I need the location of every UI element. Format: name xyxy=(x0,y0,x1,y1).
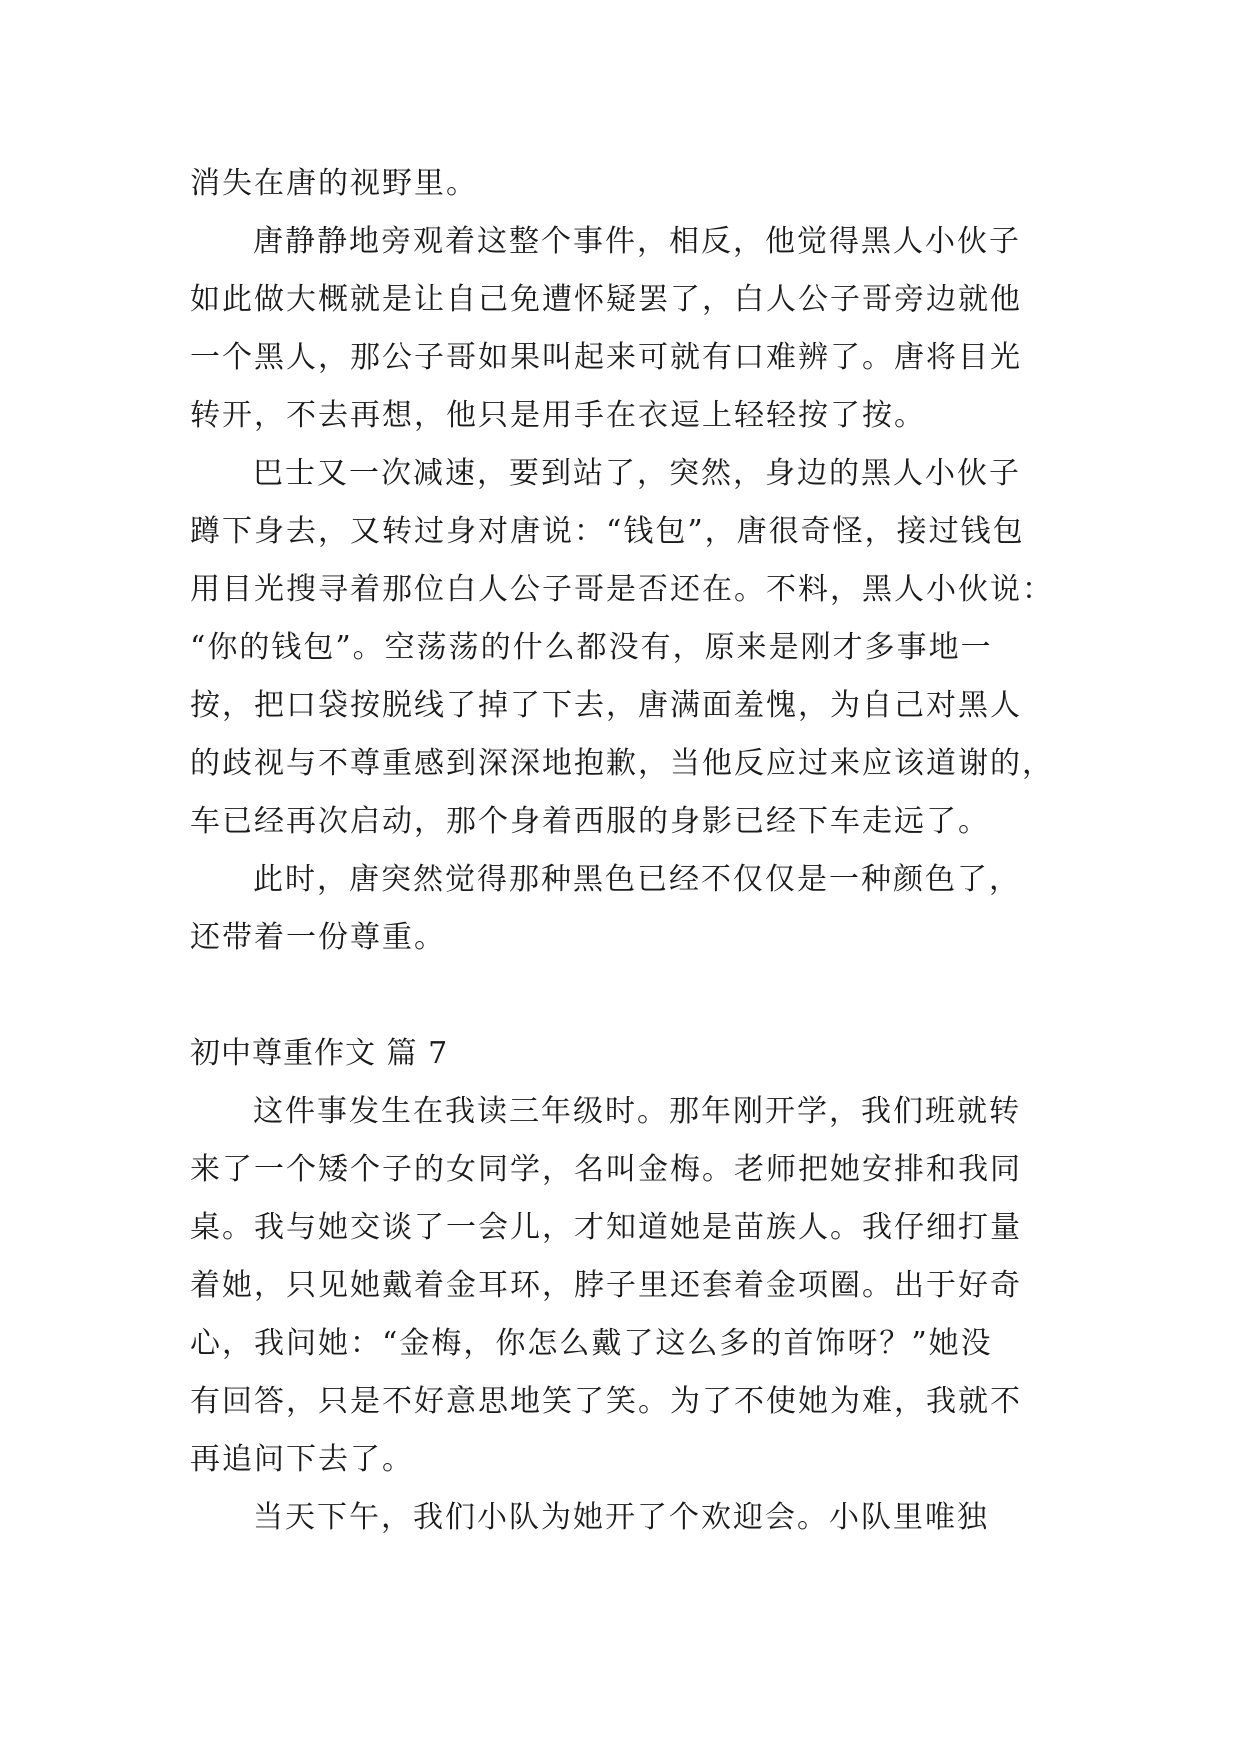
text-line: 还带着一份尊重。 xyxy=(190,920,446,955)
text-line: 再追问下去了。 xyxy=(190,1442,414,1477)
text-line: 着她，只见她戴着金耳环，脖子里还套着金项圈。出于好奇 xyxy=(190,1268,1022,1303)
text-line: 桌。我与她交谈了一会儿，才知道她是苗族人。我仔细打量 xyxy=(190,1210,1022,1245)
text-line: 用目光搜寻着那位白人公子哥是否还在。不料，黑人小伙说： xyxy=(190,572,1054,607)
text-line: 按，把口袋按脱线了掉了下去，唐满面羞愧，为自己对黑人 xyxy=(190,688,1022,723)
text-line: “你的钱包”。空荡荡的什么都没有，原来是刚才多事地一 xyxy=(190,630,993,665)
paragraph-first-line: 巴士又一次减速，要到站了，突然，身边的黑人小伙子 xyxy=(253,456,1021,491)
text-line: 如此做大概就是让自己免遭怀疑罢了，白人公子哥旁边就他 xyxy=(190,282,1022,317)
text-line: 蹲下身去，又转过身对唐说：“钱包”，唐很奇怪，接过钱包 xyxy=(190,514,1025,549)
text-line: 心，我问她：“金梅，你怎么戴了这么多的首饰呀？”她没 xyxy=(190,1326,993,1361)
text-line: 一个黑人，那公子哥如果叫起来可就有口难辨了。唐将目光 xyxy=(190,340,1022,375)
section-heading: 初中尊重作文 篇 7 xyxy=(190,1036,449,1071)
text-line: 车已经再次启动，那个身着西服的身影已经下车走远了。 xyxy=(190,804,990,839)
text-line: 有回答，只是不好意思地笑了笑。为了不使她为难，我就不 xyxy=(190,1384,1022,1419)
text-line: 的歧视与不尊重感到深深地抱歉，当他反应过来应该道谢的， xyxy=(190,746,1054,781)
paragraph-first-line: 这件事发生在我读三年级时。那年刚开学，我们班就转 xyxy=(253,1094,1021,1129)
text-line: 来了一个矮个子的女同学，名叫金梅。老师把她安排和我同 xyxy=(190,1152,1022,1187)
text-line: 消失在唐的视野里。 xyxy=(190,166,478,201)
paragraph-first-line: 当天下午，我们小队为她开了个欢迎会。小队里唯独 xyxy=(253,1500,989,1535)
text-line: 转开，不去再想，他只是用手在衣逗上轻轻按了按。 xyxy=(190,398,926,433)
paragraph-first-line: 此时，唐突然觉得那种黑色已经不仅仅是一种颜色了， xyxy=(253,862,1021,897)
paragraph-first-line: 唐静静地旁观着这整个事件，相反，他觉得黑人小伙子 xyxy=(253,224,1021,259)
